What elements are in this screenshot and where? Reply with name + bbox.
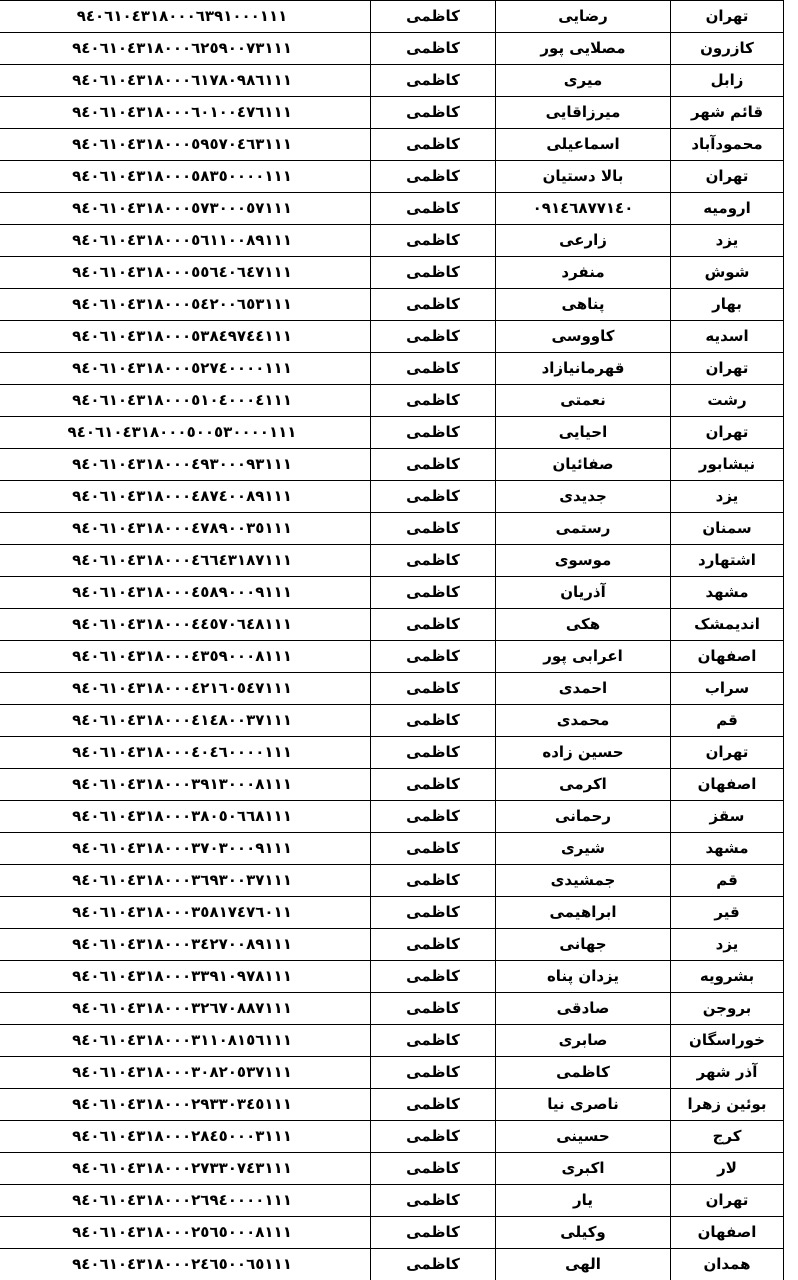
table-row bbox=[0, 545, 784, 577]
cell-name: کاظمی bbox=[371, 577, 496, 609]
cell-name: کاظمی bbox=[371, 961, 496, 993]
cell-family: اکبری bbox=[496, 1153, 671, 1185]
cell-tracking-code: ٩٤٠٦١٠٤٣١٨٠٠٠٥٥٦٤٠٦٤٧١١١ bbox=[0, 257, 371, 289]
cell-name: کاظمی bbox=[371, 449, 496, 481]
cell-city: تهران bbox=[671, 417, 784, 449]
cell-city: قم bbox=[671, 705, 784, 737]
cell-family: یزدان پناه bbox=[496, 961, 671, 993]
table-row bbox=[0, 1089, 784, 1121]
cell-city: نیشابور bbox=[671, 449, 784, 481]
cell-name: کاظمی bbox=[371, 897, 496, 929]
table-row bbox=[0, 97, 784, 129]
cell-family: موسوی bbox=[496, 545, 671, 577]
cell-name: کاظمی bbox=[371, 1121, 496, 1153]
cell-tracking-code: ٩٤٠٦١٠٤٣١٨٠٠٠٢٥٦٥٠٠٠٨١١١ bbox=[0, 1217, 371, 1249]
table-row bbox=[0, 449, 784, 481]
cell-city: شوش bbox=[671, 257, 784, 289]
cell-family: نعمتی bbox=[496, 385, 671, 417]
cell-city: بروجن bbox=[671, 993, 784, 1025]
table-row bbox=[0, 1, 784, 33]
cell-city: تهران bbox=[671, 161, 784, 193]
cell-tracking-code: ٩٤٠٦١٠٤٣١٨٠٠٠٣٠٨٢٠٥٣٧١١١ bbox=[0, 1057, 371, 1089]
cell-city: تهران bbox=[671, 737, 784, 769]
table-row bbox=[0, 577, 784, 609]
cell-tracking-code: ٩٤٠٦١٠٤٣١٨٠٠٠٣٣٩١٠٩٧٨١١١ bbox=[0, 961, 371, 993]
table-row bbox=[0, 929, 784, 961]
cell-name: کاظمی bbox=[371, 385, 496, 417]
cell-tracking-code: ٩٤٠٦١٠٤٣١٨٠٠٠٤٤٥٧٠٦٤٨١١١ bbox=[0, 609, 371, 641]
cell-family: رضایی bbox=[496, 1, 671, 33]
cell-city: اسدیه bbox=[671, 321, 784, 353]
table-row bbox=[0, 801, 784, 833]
cell-tracking-code: ٩٤٠٦١٠٤٣١٨٠٠٠٢٨٤٥٠٠٠٣١١١ bbox=[0, 1121, 371, 1153]
cell-tracking-code: ٩٤٠٦١٠٤٣١٨٠٠٠٥٦١١٠٠٨٩١١١ bbox=[0, 225, 371, 257]
cell-family: یار bbox=[496, 1185, 671, 1217]
cell-city: تهران bbox=[671, 1, 784, 33]
cell-tracking-code: ٩٤٠٦١٠٤٣١٨٠٠٠٣٥٨١٧٤٧٦٠١١ bbox=[0, 897, 371, 929]
cell-city: بهار bbox=[671, 289, 784, 321]
cell-name: کاظمی bbox=[371, 417, 496, 449]
cell-family: جدیدی bbox=[496, 481, 671, 513]
table-row bbox=[0, 257, 784, 289]
cell-city: بشرویه bbox=[671, 961, 784, 993]
cell-family: آذریان bbox=[496, 577, 671, 609]
cell-city: سمنان bbox=[671, 513, 784, 545]
cell-family: زارعی bbox=[496, 225, 671, 257]
cell-family: رستمی bbox=[496, 513, 671, 545]
cell-family: صادقی bbox=[496, 993, 671, 1025]
cell-name: کاظمی bbox=[371, 737, 496, 769]
cell-tracking-code: ٩٤٠٦١٠٤٣١٨٠٠٠٥٢٧٤٠٠٠٠١١١ bbox=[0, 353, 371, 385]
table-body bbox=[0, 1, 784, 1280]
cell-name: کاظمی bbox=[371, 97, 496, 129]
cell-city: قم bbox=[671, 865, 784, 897]
table-row bbox=[0, 673, 784, 705]
table-row bbox=[0, 833, 784, 865]
cell-city: لار bbox=[671, 1153, 784, 1185]
table-row bbox=[0, 1153, 784, 1185]
cell-family: ناصری نیا bbox=[496, 1089, 671, 1121]
cell-tracking-code: ٩٤٠٦١٠٤٣١٨٠٠٠٢٤٦٥٠٠٦٥١١١ bbox=[0, 1249, 371, 1280]
cell-tracking-code: ٩٤٠٦١٠٤٣١٨٠٠٠٥٨٣٥٠٠٠٠١١١ bbox=[0, 161, 371, 193]
cell-name: کاظمی bbox=[371, 1217, 496, 1249]
cell-name: کاظمی bbox=[371, 1185, 496, 1217]
cell-tracking-code: ٩٤٠٦١٠٤٣١٨٠٠٠٤٦٦٤٣١٨٧١١١ bbox=[0, 545, 371, 577]
cell-family: کاظمی bbox=[496, 1057, 671, 1089]
table-row bbox=[0, 225, 784, 257]
table-row bbox=[0, 1121, 784, 1153]
cell-family: پناهی bbox=[496, 289, 671, 321]
cell-family: صفائیان bbox=[496, 449, 671, 481]
cell-name: کاظمی bbox=[371, 129, 496, 161]
cell-name: کاظمی bbox=[371, 33, 496, 65]
cell-name: کاظمی bbox=[371, 673, 496, 705]
cell-family: جهانی bbox=[496, 929, 671, 961]
cell-name: کاظمی bbox=[371, 1249, 496, 1280]
table-row bbox=[0, 481, 784, 513]
cell-family: اعرابی پور bbox=[496, 641, 671, 673]
cell-family: کاووسی bbox=[496, 321, 671, 353]
cell-family: وکیلی bbox=[496, 1217, 671, 1249]
cell-name: کاظمی bbox=[371, 481, 496, 513]
cell-family: شیری bbox=[496, 833, 671, 865]
cell-name: کاظمی bbox=[371, 65, 496, 97]
table-row bbox=[0, 161, 784, 193]
table-row bbox=[0, 1025, 784, 1057]
cell-family: قهرمانیازاد bbox=[496, 353, 671, 385]
cell-family: بالا دستیان bbox=[496, 161, 671, 193]
cell-city: بوئین زهرا bbox=[671, 1089, 784, 1121]
cell-name: کاظمی bbox=[371, 513, 496, 545]
table-row bbox=[0, 865, 784, 897]
table-row bbox=[0, 513, 784, 545]
cell-name: کاظمی bbox=[371, 641, 496, 673]
cell-tracking-code: ٩٤٠٦١٠٤٣١٨٠٠٠٦٢٥٩٠٠٧٣١١١ bbox=[0, 33, 371, 65]
cell-city: اصفهان bbox=[671, 641, 784, 673]
cell-name: کاظمی bbox=[371, 705, 496, 737]
table-row bbox=[0, 289, 784, 321]
cell-family: احیایی bbox=[496, 417, 671, 449]
cell-family: ٠٩١٤٦٨٧٧١٤٠ bbox=[496, 193, 671, 225]
cell-tracking-code: ٩٤٠٦١٠٤٣١٨٠٠٠٥٧٣٠٠٠٥٧١١١ bbox=[0, 193, 371, 225]
cell-family: الهی bbox=[496, 1249, 671, 1280]
cell-name: کاظمی bbox=[371, 161, 496, 193]
cell-name: کاظمی bbox=[371, 801, 496, 833]
cell-name: کاظمی bbox=[371, 193, 496, 225]
cell-city: همدان bbox=[671, 1249, 784, 1280]
cell-city: ارومیه bbox=[671, 193, 784, 225]
cell-city: اشتهارد bbox=[671, 545, 784, 577]
cell-tracking-code: ٩٤٠٦١٠٤٣١٨٠٠٠٦٠١٠٠٤٧٦١١١ bbox=[0, 97, 371, 129]
cell-family: میری bbox=[496, 65, 671, 97]
cell-family: اسماعیلی bbox=[496, 129, 671, 161]
cell-name: کاظمی bbox=[371, 1057, 496, 1089]
cell-tracking-code: ٩٤٠٦١٠٤٣١٨٠٠٠٤٥٨٩٠٠٠٩١١١ bbox=[0, 577, 371, 609]
table-row bbox=[0, 1185, 784, 1217]
cell-tracking-code: ٩٤٠٦١٠٤٣١٨٠٠٠٣٩١٣٠٠٠٨١١١ bbox=[0, 769, 371, 801]
cell-tracking-code: ٩٤٠٦١٠٤٣١٨٠٠٠٤٠٤٦٠٠٠٠١١١ bbox=[0, 737, 371, 769]
cell-name: کاظمی bbox=[371, 1153, 496, 1185]
cell-city: مشهد bbox=[671, 577, 784, 609]
cell-city: زابل bbox=[671, 65, 784, 97]
table-row bbox=[0, 129, 784, 161]
cell-name: کاظمی bbox=[371, 1, 496, 33]
cell-tracking-code: ٩٤٠٦١٠٤٣١٨٠٠٠٤٣٥٩٠٠٠٨١١١ bbox=[0, 641, 371, 673]
cell-name: کاظمی bbox=[371, 321, 496, 353]
table-row bbox=[0, 321, 784, 353]
cell-family: هکی bbox=[496, 609, 671, 641]
cell-city: مشهد bbox=[671, 833, 784, 865]
cell-tracking-code: ٩٤٠٦١٠٤٣١٨٠٠٠٥٤٢٠٠٦٥٣١١١ bbox=[0, 289, 371, 321]
cell-name: کاظمی bbox=[371, 993, 496, 1025]
cell-city: رشت bbox=[671, 385, 784, 417]
cell-family: ابراهیمی bbox=[496, 897, 671, 929]
cell-name: کاظمی bbox=[371, 289, 496, 321]
cell-name: کاظمی bbox=[371, 1025, 496, 1057]
cell-city: خوراسگان bbox=[671, 1025, 784, 1057]
cell-tracking-code: ٩٤٠٦١٠٤٣١٨٠٠٠٣٧٠٣٠٠٠٩١١١ bbox=[0, 833, 371, 865]
cell-city: قائم شهر bbox=[671, 97, 784, 129]
cell-city: یزد bbox=[671, 929, 784, 961]
cell-name: کاظمی bbox=[371, 545, 496, 577]
cell-tracking-code: ٩٤٠٦١٠٤٣١٨٠٠٠٥١٠٤٠٠٠٤١١١ bbox=[0, 385, 371, 417]
table-row bbox=[0, 897, 784, 929]
table-row bbox=[0, 769, 784, 801]
cell-city: اصفهان bbox=[671, 769, 784, 801]
cell-tracking-code: ٩٤٠٦١٠٤٣١٨٠٠٠٢٩٣٣٠٣٤٥١١١ bbox=[0, 1089, 371, 1121]
cell-tracking-code: ٩٤٠٦١٠٤٣١٨٠٠٠٤٨٧٤٠٠٨٩١١١ bbox=[0, 481, 371, 513]
cell-city: کازرون bbox=[671, 33, 784, 65]
cell-tracking-code: ٩٤٠٦١٠٤٣١٨٠٠٠٥٣٨٤٩٧٤٤١١١ bbox=[0, 321, 371, 353]
cell-tracking-code: ٩٤٠٦١٠٤٣١٨٠٠٠٤٩٣٠٠٠٩٣١١١ bbox=[0, 449, 371, 481]
table-row bbox=[0, 353, 784, 385]
cell-name: کاظمی bbox=[371, 257, 496, 289]
cell-tracking-code: ٩٤٠٦١٠٤٣١٨٠٠٠٦١٧٨٠٩٨٦١١١ bbox=[0, 65, 371, 97]
cell-tracking-code: ٩٤٠٦١٠٤٣١٨٠٠٠٤٧٨٩٠٠٣٥١١١ bbox=[0, 513, 371, 545]
cell-tracking-code: ٩٤٠٦١٠٤٣١٨٠٠٠٤١٤٨٠٠٣٧١١١ bbox=[0, 705, 371, 737]
cell-tracking-code: ٩٤٠٦١٠٤٣١٨٠٠٠٢٦٩٤٠٠٠٠١١١ bbox=[0, 1185, 371, 1217]
cell-city: یزد bbox=[671, 481, 784, 513]
cell-city: تهران bbox=[671, 1185, 784, 1217]
cell-tracking-code: ٩٤٠٦١٠٤٣١٨٠٠٠٣٢٦٧٠٨٨٧١١١ bbox=[0, 993, 371, 1025]
cell-name: کاظمی bbox=[371, 609, 496, 641]
cell-tracking-code: ٩٤٠٦١٠٤٣١٨٠٠٠٢٧٣٣٠٧٤٣١١١ bbox=[0, 1153, 371, 1185]
cell-name: کاظمی bbox=[371, 225, 496, 257]
table-row bbox=[0, 65, 784, 97]
table-row bbox=[0, 641, 784, 673]
cell-family: احمدی bbox=[496, 673, 671, 705]
cell-tracking-code: ٩٤٠٦١٠٤٣١٨٠٠٠٣١١٠٨١٥٦١١١ bbox=[0, 1025, 371, 1057]
cell-family: حسین زاده bbox=[496, 737, 671, 769]
cell-family: حسینی bbox=[496, 1121, 671, 1153]
cell-family: جمشیدی bbox=[496, 865, 671, 897]
cell-city: سقز bbox=[671, 801, 784, 833]
cell-tracking-code: ٩٤٠٦١٠٤٣١٨٠٠٠٤٢١٦٠٥٤٧١١١ bbox=[0, 673, 371, 705]
cell-tracking-code: ٩٤٠٦١٠٤٣١٨٠٠٠٥٠٠٥٣٠٠٠٠١١١ bbox=[0, 417, 371, 449]
table-row bbox=[0, 385, 784, 417]
cell-name: کاظمی bbox=[371, 353, 496, 385]
cell-name: کاظمی bbox=[371, 929, 496, 961]
cell-city: قیر bbox=[671, 897, 784, 929]
table-row bbox=[0, 1217, 784, 1249]
cell-city: اندیمشک bbox=[671, 609, 784, 641]
cell-family: صابری bbox=[496, 1025, 671, 1057]
cell-family: میرزاقایی bbox=[496, 97, 671, 129]
table-row bbox=[0, 1057, 784, 1089]
cell-family: رحمانی bbox=[496, 801, 671, 833]
table-row bbox=[0, 961, 784, 993]
table-row bbox=[0, 705, 784, 737]
table-row bbox=[0, 993, 784, 1025]
cell-name: کاظمی bbox=[371, 769, 496, 801]
cell-city: کرج bbox=[671, 1121, 784, 1153]
cell-city: سراب bbox=[671, 673, 784, 705]
table-row bbox=[0, 609, 784, 641]
cell-tracking-code: ٩٤٠٦١٠٤٣١٨٠٠٠٥٩٥٧٠٤٦٣١١١ bbox=[0, 129, 371, 161]
cell-name: کاظمی bbox=[371, 833, 496, 865]
cell-family: منفرد bbox=[496, 257, 671, 289]
cell-city: تهران bbox=[671, 353, 784, 385]
cell-tracking-code: ٩٤٠٦١٠٤٣١٨٠٠٠٣٦٩٣٠٠٣٧١١١ bbox=[0, 865, 371, 897]
cell-name: کاظمی bbox=[371, 1089, 496, 1121]
cell-family: محمدی bbox=[496, 705, 671, 737]
cell-city: محمودآباد bbox=[671, 129, 784, 161]
cell-city: آذر شهر bbox=[671, 1057, 784, 1089]
table-row bbox=[0, 193, 784, 225]
table-row bbox=[0, 33, 784, 65]
cell-family: اکرمی bbox=[496, 769, 671, 801]
cell-tracking-code: ٩٤٠٦١٠٤٣١٨٠٠٠٣٤٢٧٠٠٨٩١١١ bbox=[0, 929, 371, 961]
table-row bbox=[0, 737, 784, 769]
cell-tracking-code: ٩٤٠٦١٠٤٣١٨٠٠٠٦٣٩١٠٠٠١١١ bbox=[0, 1, 371, 33]
cell-name: کاظمی bbox=[371, 865, 496, 897]
cell-tracking-code: ٩٤٠٦١٠٤٣١٨٠٠٠٣٨٠٥٠٦٦٨١١١ bbox=[0, 801, 371, 833]
cell-family: مصلایی پور bbox=[496, 33, 671, 65]
cell-city: یزد bbox=[671, 225, 784, 257]
table-row bbox=[0, 1249, 784, 1280]
cell-city: اصفهان bbox=[671, 1217, 784, 1249]
table-row bbox=[0, 417, 784, 449]
